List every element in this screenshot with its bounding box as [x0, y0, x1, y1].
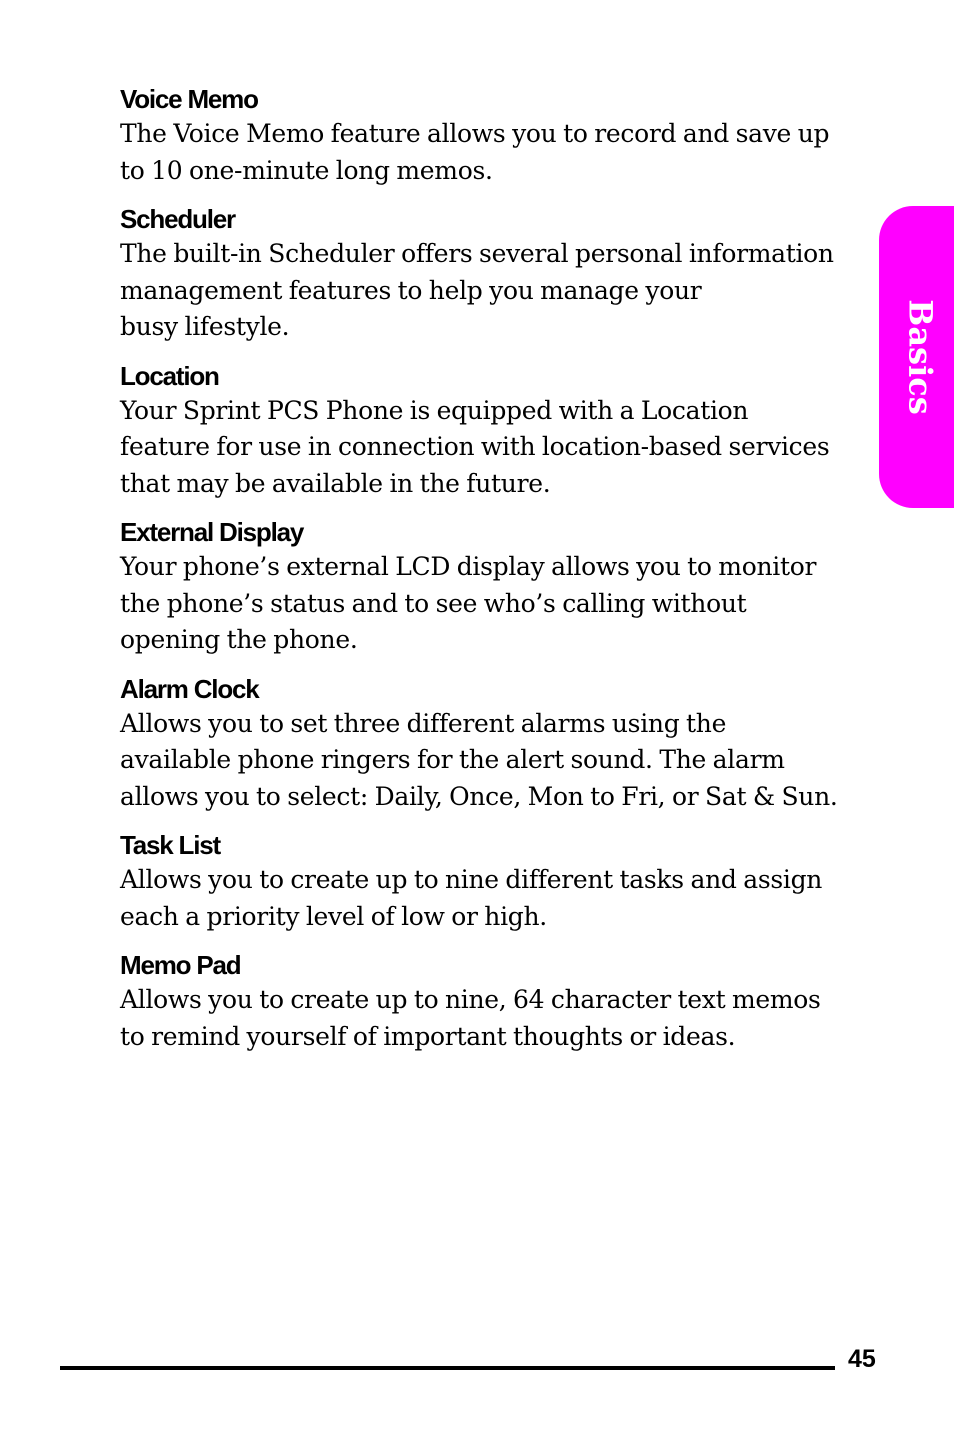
section-body: Your Sprint PCS Phone is equipped with a Location feature for use in connection with location-based services that may be available in the future.: [120, 395, 830, 498]
page-number: 45: [848, 1345, 876, 1373]
section-scheduler: [120, 202, 860, 346]
section-heading: External Display: [120, 517, 304, 547]
section-body: The built-in Scheduler offers several personal information management features to help you manage your busy lifestyle.: [120, 239, 834, 341]
section-heading: Alarm Clock: [120, 673, 259, 704]
section-heading: Scheduler: [120, 204, 235, 234]
chapter-tab-label: Basics: [902, 299, 941, 415]
section-location: [120, 359, 860, 503]
section-body: Allows you to set three different alarms using the available phone ringers for the alert sound. The alarm allows you to select: Daily, Once, Mon to Fri, or Sat & Sun.: [120, 708, 838, 811]
section-body: The Voice Memo feature allows you to record and save up to 10 one-minute long memos.: [120, 119, 830, 185]
section-alarm-clock: [120, 672, 860, 816]
section-task-list: [120, 828, 860, 935]
section-heading: Task List: [120, 830, 220, 860]
section-heading: Location: [120, 360, 219, 391]
section-heading: Voice Memo: [120, 84, 258, 114]
section-heading: Memo Pad: [120, 950, 241, 980]
section-body: Your phone’s external LCD display allows you to monitor the phone’s status and to see who’s calling without opening the phone.: [120, 552, 817, 654]
section-voice-memo: [120, 82, 860, 189]
page-content: [120, 82, 860, 1068]
footer-divider: [60, 1366, 835, 1370]
section-body: Allows you to create up to nine, 64 character text memos to remind yourself of important thoughts or ideas.: [120, 985, 821, 1051]
section-external-display: [120, 515, 860, 659]
section-memo-pad: [120, 948, 860, 1055]
section-body: Allows you to create up to nine different tasks and assign each a priority level of low or high.: [120, 865, 823, 931]
chapter-side-tab: [879, 206, 954, 508]
